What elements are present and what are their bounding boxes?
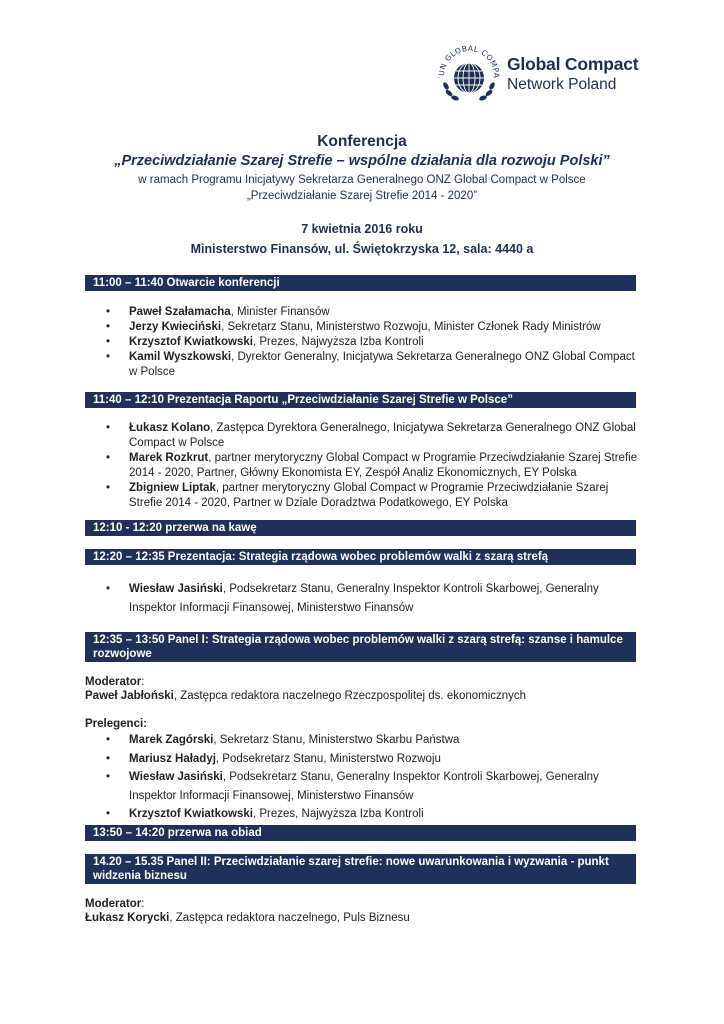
moderator-role: , Zastępca redaktora naczelnego Rzeczpospolitej ds. ekonomicznych xyxy=(173,690,527,702)
bullet-icon: • xyxy=(106,306,111,318)
moderator-panel-1-label xyxy=(85,676,645,688)
speakers-label: Prelegenci: xyxy=(85,718,147,730)
bullet-icon: • xyxy=(106,452,111,464)
speaker-role: , Dyrektor Generalny, Inicjatywa Sekretarza Generalnego ONZ Global Compact w Polsce xyxy=(129,351,635,378)
bullet-icon: • xyxy=(106,771,111,783)
speaker-list-report xyxy=(104,421,644,511)
speaker-name: Kamil Wyszkowski xyxy=(129,351,232,363)
conference-subtitle: „Przeciwdziałanie Szarej Strefie – wspólne działania dla rozwoju Polski” xyxy=(114,153,610,169)
agenda-bar-panel-2: 14.20 – 15.35 Panel II: Przeciwdziałanie szarej strefie: nowe uwarunkowania i wyzwania - punkt widzenia biznesu xyxy=(85,854,636,884)
conference-date: 7 kwietnia 2016 roku xyxy=(301,222,423,236)
un-globe-emblem-icon xyxy=(434,40,504,110)
bullet-icon: • xyxy=(106,336,111,348)
agenda-bar-opening: 11:00 – 11:40 Otwarcie konferencji xyxy=(85,275,636,291)
agenda-bar-panel-1: 12:35 – 13:50 Panel I: Strategia rządowa wobec problemów walki z szarą strefą: szanse i hamulce rozwojowe xyxy=(85,632,636,662)
list-item xyxy=(104,580,644,617)
list-item xyxy=(104,768,644,805)
logo-text xyxy=(507,54,638,94)
bullet-icon: • xyxy=(106,422,111,434)
list-item xyxy=(104,305,644,320)
logo-ring-text: UN GLOBAL COMPA xyxy=(436,43,502,79)
speaker-list-panel-1 xyxy=(104,731,644,824)
conference-title: Konferencja xyxy=(317,133,407,150)
moderator-panel-2 xyxy=(85,912,645,924)
bullet-icon: • xyxy=(106,583,111,595)
agenda-bar-report: 11:40 – 12:10 Prezentacja Raportu „Przeciwdziałanie Szarej Strefie w Polsce” xyxy=(85,392,636,408)
list-item xyxy=(104,731,644,750)
list-item xyxy=(104,451,644,481)
speaker-role: , Prezes, Najwyższa Izba Kontroli xyxy=(252,336,424,348)
speaker-name: Jerzy Kwieciński xyxy=(129,321,222,333)
speaker-role: , Minister Finansów xyxy=(230,306,330,318)
agenda-bar-presentation: 12:20 – 12:35 Prezentacja: Strategia rządowa wobec problemów walki z szarą strefą xyxy=(85,549,636,565)
speaker-name: Krzysztof Kwiatkowski xyxy=(129,808,253,820)
speaker-role: , Podsekretarz Stanu, Generalny Inspektor Kontroli Skarbowej, Generalny Inspektor Informacji Finansowej, Ministerstwo Finansów xyxy=(129,771,599,802)
global-compact-logo xyxy=(434,40,644,110)
speaker-role: , Sekretarz Stanu, Ministerstwo Rozwoju, Minister Członek Rady Ministrów xyxy=(221,321,601,333)
speaker-name: Paweł Szałamacha xyxy=(129,306,231,318)
speaker-name: Mariusz Haładyj xyxy=(129,752,216,765)
moderator-colon: : xyxy=(141,898,145,910)
agenda-bar-lunch-break: 13:50 – 14:20 przerwa na obiad xyxy=(85,825,636,841)
bullet-icon: • xyxy=(106,752,111,765)
logo-line-2: Network Poland xyxy=(507,76,617,93)
list-item xyxy=(104,750,644,769)
agenda-bar-coffee-break: 12:10 - 12:20 przerwa na kawę xyxy=(85,520,636,536)
speaker-name: Łukasz Kolano xyxy=(129,422,211,434)
list-item xyxy=(104,320,644,335)
conference-venue: Ministerstwo Finansów, ul. Świętokrzyska 12, sala: 4440 a xyxy=(190,242,534,256)
list-item xyxy=(104,481,644,511)
speaker-role: , partner merytoryczny Global Compact w Programie Przeciwdziałanie Szarej Strefie 2014 - 2020, Partner, Główny Ekonomista EY, Zespół Analiz Ekonomicznych, EY Polska xyxy=(129,452,638,479)
moderator-label: Moderator xyxy=(85,676,142,688)
bullet-icon: • xyxy=(106,482,111,494)
list-item xyxy=(104,350,644,380)
speaker-list-opening xyxy=(104,305,644,380)
program-name-line: „Przeciwdziałanie Szarej Strefie 2014 - 2020” xyxy=(246,190,478,202)
speaker-name: Marek Rozkrut xyxy=(129,452,209,464)
speaker-role: , partner merytoryczny Global Compact w Programie Przeciwdziałanie Szarej Strefie 2014 - 2020, Partner w Dziale Doradztwa Podatkowego, EY Polska xyxy=(129,482,609,509)
speaker-name: Krzysztof Kwiatkowski xyxy=(129,336,253,348)
bullet-icon: • xyxy=(106,351,111,363)
logo-line-1: Global Compact xyxy=(507,54,639,74)
list-item xyxy=(104,805,644,824)
moderator-name: Łukasz Korycki xyxy=(85,912,170,924)
bullet-icon: • xyxy=(106,734,111,746)
bullet-icon: • xyxy=(106,808,111,820)
moderator-panel-2-label xyxy=(85,898,645,910)
speaker-name: Wiesław Jasiński xyxy=(129,771,223,783)
moderator-role: , Zastępca redaktora naczelnego, Puls Biznesu xyxy=(169,912,410,924)
speaker-role: , Podsekretarz Stanu, Generalny Inspektor Kontroli Skarbowej, Generalny Inspektor Informacji Finansowej, Ministerstwo Finansów xyxy=(129,583,599,614)
moderator-name: Paweł Jabłoński xyxy=(85,690,174,702)
speaker-role: , Podsekretarz Stanu, Ministerstwo Rozwoju xyxy=(215,752,441,765)
speaker-name: Zbigniew Liptak xyxy=(129,482,216,494)
program-line: w ramach Programu Inicjatywy Sekretarza Generalnego ONZ Global Compact w Polsce xyxy=(138,174,586,186)
bullet-icon: • xyxy=(106,321,111,333)
speaker-role: , Prezes, Najwyższa Izba Kontroli xyxy=(252,808,424,820)
speaker-name: Wiesław Jasiński xyxy=(129,583,223,595)
list-item xyxy=(104,335,644,350)
speaker-list-presentation xyxy=(104,580,644,617)
speaker-role: , Sekretarz Stanu, Ministerstwo Skarbu Państwa xyxy=(213,734,460,746)
moderator-panel-1 xyxy=(85,690,645,702)
moderator-label: Moderator xyxy=(85,898,142,910)
list-item xyxy=(104,421,644,451)
moderator-colon: : xyxy=(141,676,145,688)
speaker-name: Marek Zagórski xyxy=(129,734,214,746)
speaker-role: , Zastępca Dyrektora Generalnego, Inicjatywa Sekretarza Generalnego ONZ Global Compact w Polsce xyxy=(129,422,636,449)
